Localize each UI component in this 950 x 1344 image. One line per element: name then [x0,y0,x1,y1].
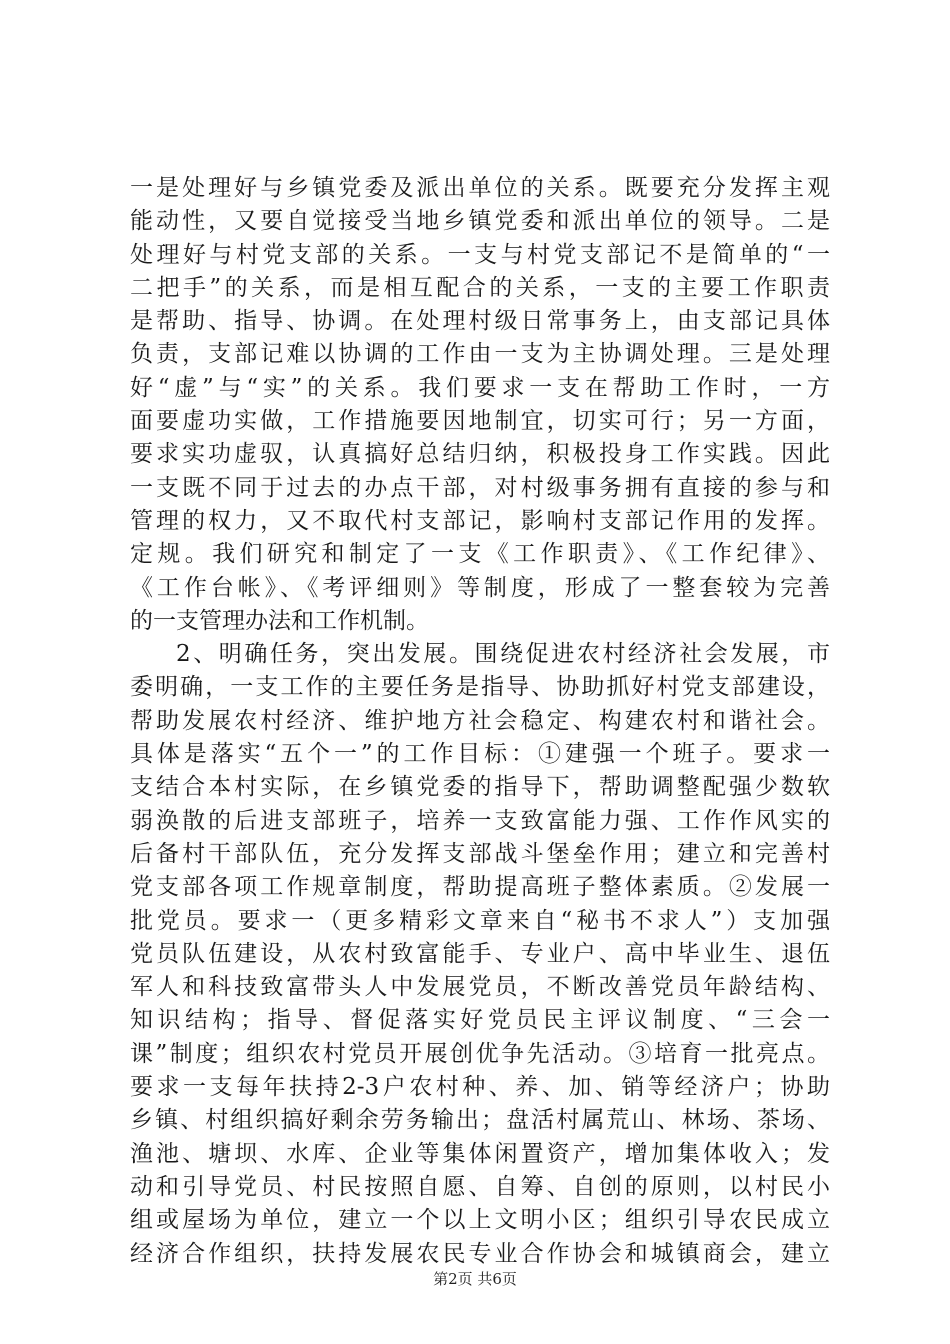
text-line: 面要虚功实做，工作措施要因地制宜，切实可行；另一方面， [130,408,830,435]
text-line: 知识结构；指导、督促落实好党员民主评议制度、“三会一 [130,1007,830,1034]
text-line: 一是处理好与乡镇党委及派出单位的关系。既要充分发挥主观 [130,175,830,201]
text-line: 党支部各项工作规章制度，帮助提高班子整体素质。②发展一 [130,874,830,901]
text-line: 批党员。要求一（更多精彩文章来自“秘书不求人”）支加强 [130,907,830,934]
text-line: 负责，支部记难以协调的工作由一支为主协调处理。三是处理 [130,341,830,368]
text-line: 的一支管理办法和工作机制。 [130,607,429,634]
text-line: 具体是落实“五个一”的工作目标：①建强一个班子。要求一 [130,741,830,768]
text-line: 帮助发展农村经济、维护地方社会稳定、构建农村和谐社会。 [130,707,830,734]
text-line: 一支既不同于过去的办点干部，对村级事务拥有直接的参与和 [130,474,830,501]
text-line: 渔池、塘坝、水库、企业等集体闲置资产，增加集体收入；发 [130,1140,830,1167]
text-line: 动和引导党员、村民按照自愿、自筹、自创的原则，以村民小 [130,1173,830,1200]
page-footer: 第2页 共6页 [433,1270,517,1288]
text-line: 支结合本村实际，在乡镇党委的指导下，帮助调整配强少数软 [130,774,830,801]
paragraph-start-line: 2、明确任务，突出发展。围绕促进农村经济社会发展，市 [176,641,830,668]
text-line: 二把手”的关系，而是相互配合的关系，一支的主要工作职责 [130,274,830,301]
text-line: 是帮助、指导、协调。在处理村级日常事务上，由支部记具体 [130,308,830,335]
text-line: 要求一支每年扶持2-3户农村种、养、加、销等经济户；协助 [130,1074,830,1101]
text-line: 处理好与村党支部的关系。一支与村党支部记不是简单的“一 [130,241,830,268]
text-line: 课”制度；组织农村党员开展创优争先活动。③培育一批亮点。 [130,1040,830,1067]
text-line: 管理的权力，又不取代村支部记，影响村支部记作用的发挥。 [130,507,830,534]
text-line: 委明确，一支工作的主要任务是指导、协助抓好村党支部建设， [130,674,830,701]
text-line: 党员队伍建设，从农村致富能手、专业户、高中毕业生、退伍 [130,940,830,967]
text-line: 好“虚”与“实”的关系。我们要求一支在帮助工作时，一方 [130,374,830,401]
text-line: 要求实功虚驭，认真搞好总结归纳，积极投身工作实践。因此 [130,441,830,468]
text-line: 弱涣散的后进支部班子，培养一支致富能力强、工作作风实的 [130,807,830,834]
text-line: 《工作台帐》、《考评细则》等制度，形成了一整套较为完善 [130,574,830,601]
text-line: 定规。我们研究和制定了一支《工作职责》、《工作纪律》、 [130,541,830,568]
text-line: 组或屋场为单位，建立一个以上文明小区；组织引导农民成立 [130,1207,830,1234]
body-text [130,172,830,1271]
text-line: 能动性，又要自觉接受当地乡镇党委和派出单位的领导。二是 [130,208,830,235]
text-line: 乡镇、村组织搞好剩余劳务输出；盘活村属荒山、林场、茶场、 [130,1107,830,1134]
text-line: 经济合作组织，扶持发展农民专业合作协会和城镇商会，建立 [130,1240,830,1267]
text-line: 后备村干部队伍，充分发挥支部战斗堡垒作用；建立和完善村 [130,840,830,867]
text-line: 军人和科技致富带头人中发展党员，不断改善党员年龄结构、 [130,974,830,1001]
